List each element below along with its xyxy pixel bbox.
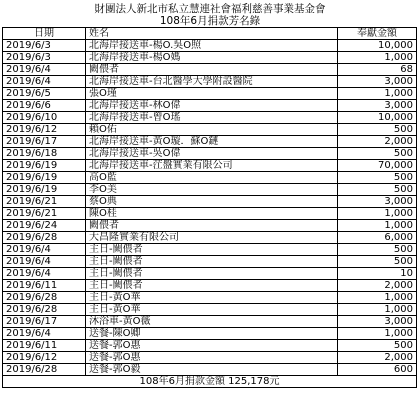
cell-name: 北海岸接送車-林O偉	[86, 100, 338, 112]
table-row	[3, 364, 417, 376]
cell-date: 2019/6/21	[3, 196, 86, 208]
cell-amount: 500	[338, 172, 417, 184]
cell-amount: 1,000	[338, 328, 417, 340]
cell-name: 送餐-郭O毅	[86, 364, 338, 376]
cell-date: 2019/6/6	[3, 100, 86, 112]
cell-amount: 2,000	[338, 136, 417, 148]
cell-date: 2019/6/28	[3, 364, 86, 376]
cell-date: 2019/6/5	[3, 88, 86, 100]
table-row	[3, 52, 417, 64]
table-row	[3, 172, 417, 184]
cell-amount: 500	[338, 256, 417, 268]
cell-name: 主日-黃O華	[86, 304, 338, 316]
table-row	[3, 220, 417, 232]
cell-name: 主日-闕偎者	[86, 256, 338, 268]
list-title: 108年6月捐款芳名錄	[159, 15, 261, 27]
cell-amount: 3,000	[338, 100, 417, 112]
cell-amount: 2,000	[338, 352, 417, 364]
cell-amount: 600	[338, 364, 417, 376]
table-row	[3, 328, 417, 340]
cell-name: 李O美	[86, 184, 338, 196]
cell-name: 主日-闕偎者	[86, 244, 338, 256]
cell-amount: 6,000	[338, 232, 417, 244]
cell-date: 2019/6/28	[3, 304, 86, 316]
table-row	[3, 232, 417, 244]
cell-date: 2019/6/19	[3, 184, 86, 196]
cell-date: 2019/6/4	[3, 64, 86, 76]
table-row	[3, 196, 417, 208]
table-header-row	[3, 28, 417, 40]
cell-date: 2019/6/19	[3, 172, 86, 184]
table-row	[3, 340, 417, 352]
table-row	[3, 100, 417, 112]
cell-date: 2019/6/17	[3, 136, 86, 148]
cell-amount: 500	[338, 148, 417, 160]
cell-amount: 1,000	[338, 292, 417, 304]
cell-name: 北海岸接送車-台北醫學大學附設醫院	[86, 76, 338, 88]
cell-date: 2019/6/4	[3, 76, 86, 88]
cell-amount: 500	[338, 184, 417, 196]
cell-name: 闕偎者	[86, 64, 338, 76]
total-amount: 108年6月捐款金額 125,178元	[3, 376, 417, 388]
cell-amount: 500	[338, 244, 417, 256]
foundation-name: 財團法人新北市私立慧連社會福利慈善事業基金會	[94, 3, 326, 15]
table-row	[3, 208, 417, 220]
table-row	[3, 112, 417, 124]
table-row	[3, 40, 417, 52]
table-row	[3, 256, 417, 268]
cell-date: 2019/6/10	[3, 112, 86, 124]
cell-name: 北海岸接送車-吳O偉	[86, 148, 338, 160]
cell-amount: 3,000	[338, 76, 417, 88]
donation-table	[2, 27, 417, 388]
table-row	[3, 160, 417, 172]
cell-amount: 2,000	[338, 280, 417, 292]
table-row	[3, 136, 417, 148]
cell-name: 主日-黃O華	[86, 292, 338, 304]
cell-name: 陳O桂	[86, 208, 338, 220]
cell-name: 北海岸接送車-黃O璇．蘇O鏈	[86, 136, 338, 148]
table-row	[3, 352, 417, 364]
table-row	[3, 148, 417, 160]
cell-name: 北海岸接送車-楊O.吳O照	[86, 40, 338, 52]
cell-amount: 10,000	[338, 112, 417, 124]
cell-date: 2019/6/28	[3, 292, 86, 304]
table-row	[3, 280, 417, 292]
cell-date: 2019/6/4	[3, 256, 86, 268]
cell-name: 送餐-陳O卿	[86, 328, 338, 340]
cell-name: 主日-闕偎者	[86, 280, 338, 292]
cell-date: 2019/6/3	[3, 40, 86, 52]
cell-amount: 68	[338, 64, 417, 76]
cell-name: 北海岸接送車-茳盤實業有限公司	[86, 160, 338, 172]
cell-name: 賴O佑	[86, 124, 338, 136]
cell-amount: 70,000	[338, 160, 417, 172]
cell-amount: 1,000	[338, 220, 417, 232]
table-row	[3, 304, 417, 316]
cell-name: 主日-闕偎者	[86, 268, 338, 280]
cell-amount: 1,000	[338, 208, 417, 220]
cell-date: 2019/6/4	[3, 328, 86, 340]
cell-amount: 3,000	[338, 316, 417, 328]
cell-amount: 1,000	[338, 304, 417, 316]
cell-date: 2019/6/4	[3, 268, 86, 280]
cell-date: 2019/6/21	[3, 208, 86, 220]
cell-amount: 10	[338, 268, 417, 280]
cell-name: 北海岸接送車-楊O媽	[86, 52, 338, 64]
column-header-name: 姓名	[86, 28, 338, 40]
cell-date: 2019/6/3	[3, 52, 86, 64]
table-row	[3, 76, 417, 88]
total-row	[3, 376, 417, 388]
cell-amount: 3,000	[338, 196, 417, 208]
cell-amount: 10,000	[338, 40, 417, 52]
cell-date: 2019/6/11	[3, 340, 86, 352]
cell-name: 張O瑾	[86, 88, 338, 100]
table-row	[3, 292, 417, 304]
cell-amount: 1,000	[338, 52, 417, 64]
table-row	[3, 88, 417, 100]
cell-amount: 500	[338, 124, 417, 136]
cell-name: 沐浴車-黃O薇	[86, 316, 338, 328]
cell-date: 2019/6/18	[3, 148, 86, 160]
column-header-amount: 奉獻金額	[338, 28, 417, 40]
cell-name: 蔡O典	[86, 196, 338, 208]
cell-date: 2019/6/17	[3, 316, 86, 328]
column-header-date: 日期	[3, 28, 86, 40]
cell-date: 2019/6/12	[3, 352, 86, 364]
table-row	[3, 268, 417, 280]
cell-date: 2019/6/12	[3, 124, 86, 136]
cell-date: 2019/6/19	[3, 160, 86, 172]
cell-date: 2019/6/24	[3, 220, 86, 232]
cell-name: 北海岸接送車-曾O瑤	[86, 112, 338, 124]
table-row	[3, 64, 417, 76]
cell-amount: 1,000	[338, 88, 417, 100]
cell-date: 2019/6/28	[3, 232, 86, 244]
table-row	[3, 124, 417, 136]
table-row	[3, 244, 417, 256]
cell-amount: 500	[338, 340, 417, 352]
cell-name: 送餐-郭O惠	[86, 340, 338, 352]
cell-date: 2019/6/4	[3, 244, 86, 256]
table-row	[3, 316, 417, 328]
cell-name: 大昌隆實業有限公司	[86, 232, 338, 244]
cell-name: 高O藍	[86, 172, 338, 184]
table-row	[3, 184, 417, 196]
cell-name: 送餐-郭O惠	[86, 352, 338, 364]
cell-date: 2019/6/11	[3, 280, 86, 292]
cell-name: 闕偎者	[86, 220, 338, 232]
